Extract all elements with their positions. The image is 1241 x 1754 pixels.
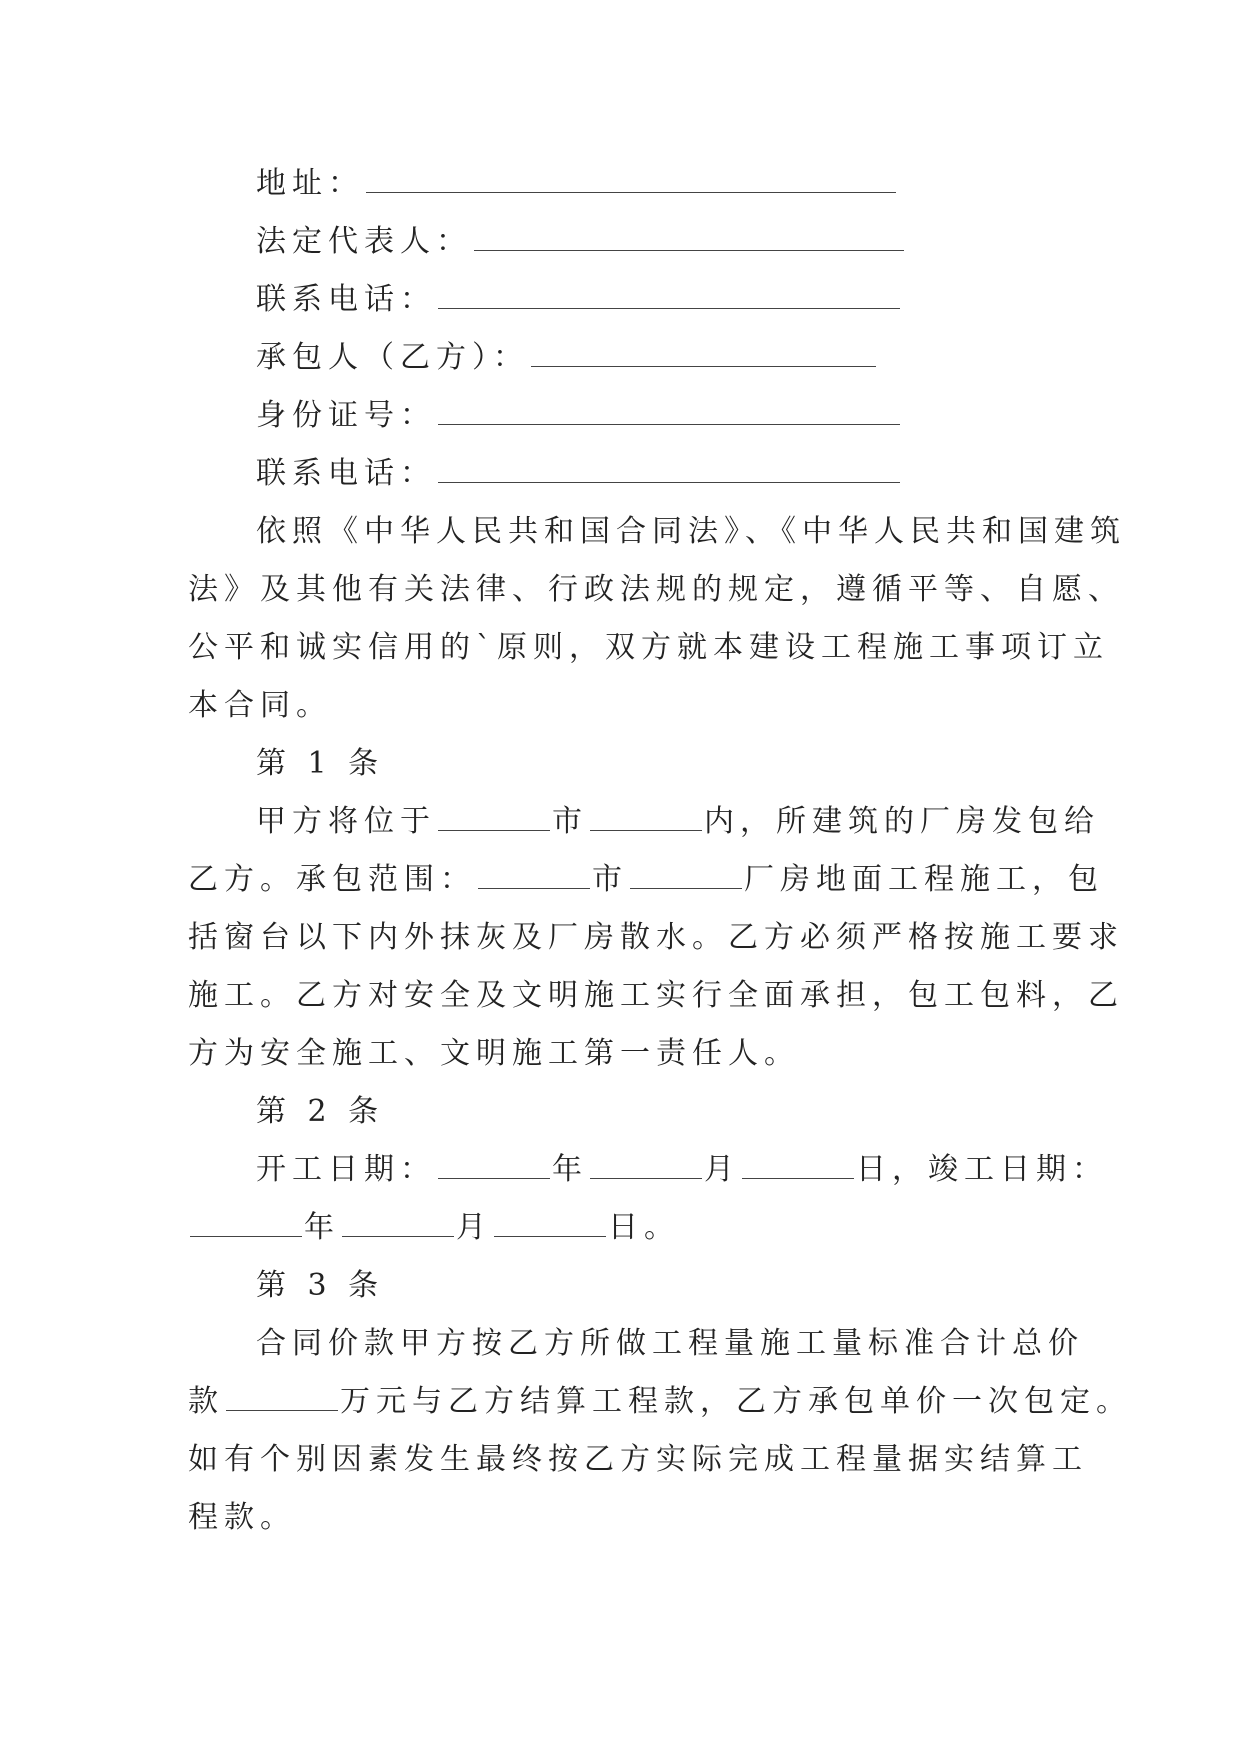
phone1-blank[interactable] <box>438 284 900 309</box>
month-label-2: 月 <box>456 1210 492 1245</box>
intro-line-3: 公平和诚实信用的`原则，双方就本建设工程施工事项订立 <box>188 630 1109 665</box>
article3-line-2 <box>188 1373 1132 1431</box>
price-blank[interactable] <box>226 1386 338 1411</box>
start-year-blank[interactable] <box>438 1154 550 1179</box>
phone1-line <box>188 271 1068 329</box>
start-date-label: 开工日期： <box>256 1152 436 1187</box>
article1-line-2 <box>188 851 1104 909</box>
year-label-2: 年 <box>304 1210 340 1245</box>
end-date-label: 日，竣工日期： <box>856 1152 1108 1187</box>
city-blank-1[interactable] <box>438 806 550 831</box>
start-day-blank[interactable] <box>742 1154 854 1179</box>
month-label-1: 月 <box>704 1152 740 1187</box>
start-month-blank[interactable] <box>590 1154 702 1179</box>
location-blank-1[interactable] <box>590 806 702 831</box>
article1-text-a: 甲方将位于 <box>256 804 436 839</box>
id-line <box>188 387 1068 445</box>
article2-line-1 <box>188 1141 1108 1199</box>
id-label: 身份证号： <box>256 398 436 433</box>
article3-heading: 第 3 条 <box>256 1268 385 1303</box>
year-label-1: 年 <box>552 1152 588 1187</box>
intro-line-1: 依照《中华人民共和国合同法》、《中华人民共和国建筑 <box>256 514 1126 549</box>
end-day-blank[interactable] <box>494 1212 606 1237</box>
article1-line-1 <box>188 793 1100 851</box>
location-blank-2[interactable] <box>630 864 742 889</box>
article1-heading: 第 1 条 <box>256 746 385 781</box>
intro-line-4: 本合同。 <box>188 688 332 723</box>
address-label: 地址： <box>256 166 364 201</box>
article1-line-5: 方为安全施工、文明施工第一责任人。 <box>188 1036 800 1071</box>
address-line <box>188 155 1068 213</box>
article1-line-3: 括窗台以下内外抹灰及厂房散水。乙方必须严格按施工要求 <box>188 920 1124 955</box>
end-month-blank[interactable] <box>342 1212 454 1237</box>
city-blank-2[interactable] <box>478 864 590 889</box>
contractor-blank[interactable] <box>531 342 876 367</box>
phone2-label: 联系电话： <box>256 456 436 491</box>
phone1-label: 联系电话： <box>256 282 436 317</box>
end-year-blank[interactable] <box>190 1212 302 1237</box>
legal-rep-blank[interactable] <box>474 226 904 251</box>
article2-line-2 <box>188 1199 1068 1257</box>
day-label-final: 日。 <box>608 1210 680 1245</box>
article1-line-4: 施工。乙方对安全及文明施工实行全面承担，包工包料，乙 <box>188 978 1124 1013</box>
contract-body <box>188 155 1132 1547</box>
contractor-label: 承包人（乙方）： <box>256 340 529 375</box>
id-blank[interactable] <box>438 400 900 425</box>
article1-text-c: 内，所建筑的厂房发包给 <box>704 804 1100 839</box>
article1-text-f: 厂房地面工程施工，包 <box>744 862 1104 897</box>
article3-text-b: 万元与乙方结算工程款，乙方承包单价一次包定。 <box>340 1384 1132 1419</box>
article1-text-e: 市 <box>592 862 628 897</box>
article2-heading: 第 2 条 <box>256 1094 385 1129</box>
phone2-blank[interactable] <box>438 458 900 483</box>
article1-text-b: 市 <box>552 804 588 839</box>
address-blank[interactable] <box>366 168 896 193</box>
article3-line-1: 合同价款甲方按乙方所做工程量施工量标准合计总价 <box>256 1326 1084 1361</box>
article3-line-4: 程款。 <box>188 1500 296 1535</box>
article3-text-a: 款 <box>188 1384 224 1419</box>
intro-line-2: 法》及其他有关法律、行政法规的规定，遵循平等、自愿、 <box>188 572 1124 607</box>
legal-rep-label: 法定代表人： <box>256 224 472 259</box>
contractor-line <box>188 329 1068 387</box>
legal-rep-line <box>188 213 1068 271</box>
phone2-line <box>188 445 1068 503</box>
article1-text-d: 乙方。承包范围： <box>188 862 476 897</box>
article3-line-3: 如有个别因素发生最终按乙方实际完成工程量据实结算工 <box>188 1442 1088 1477</box>
